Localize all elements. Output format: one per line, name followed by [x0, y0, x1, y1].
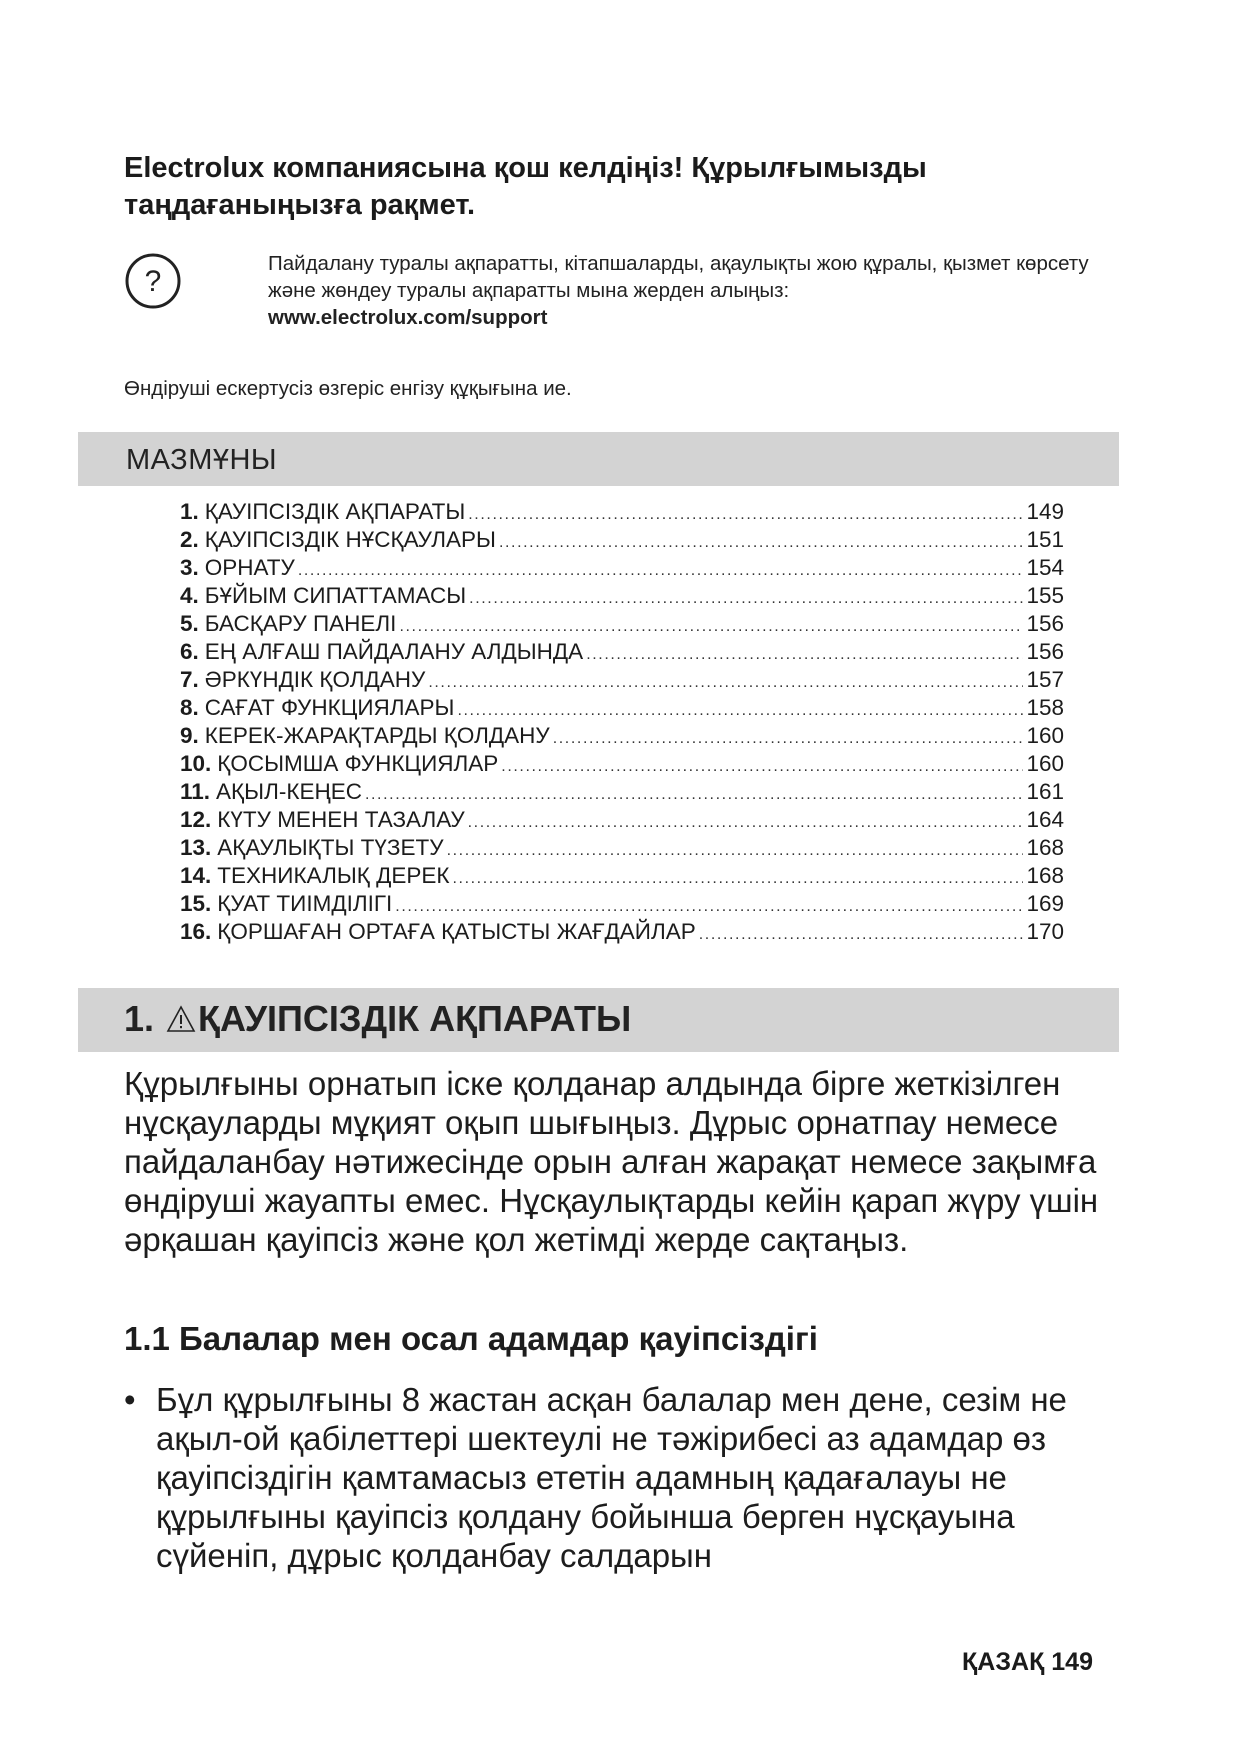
toc-item-number: 7. — [180, 667, 199, 692]
toc-title: МАЗМҰНЫ — [126, 444, 278, 476]
toc-item-number: 11. — [180, 779, 211, 804]
toc-item-page: 155 — [1026, 583, 1064, 608]
toc-item-page: 149 — [1026, 499, 1064, 524]
section-title — [124, 998, 631, 1040]
toc-item[interactable] — [180, 722, 1064, 750]
support-info — [268, 250, 1128, 331]
warning-triangle-icon — [166, 1004, 196, 1034]
toc-item-label: ТЕХНИКАЛЫҚ ДЕРЕК — [217, 863, 450, 888]
toc-item[interactable] — [180, 554, 1064, 582]
svg-text:?: ? — [144, 265, 162, 298]
toc-item[interactable] — [180, 498, 1064, 526]
toc-item[interactable] — [180, 610, 1064, 638]
section-title-text: ҚАУІПСІЗДІК АҚПАРАТЫ — [198, 998, 632, 1039]
toc-item-page: 157 — [1026, 667, 1064, 692]
welcome-heading: Electrolux компаниясына қош келдіңіз! Құрылғымызды таңдағаныңызға рақмет. — [124, 152, 927, 221]
toc-item-label: КЕРЕК-ЖАРАҚТАРДЫ ҚОЛДАНУ — [204, 723, 550, 748]
toc-leader-dots — [395, 893, 1023, 921]
toc-item-page: 151 — [1026, 527, 1064, 552]
toc-item[interactable] — [180, 694, 1064, 722]
toc-item-page: 161 — [1026, 779, 1064, 804]
intro-paragraph: Құрылғыны орнатып іске қолданар алдында бірге жеткізілген нұсқауларды мұқият оқып шығыңыз. Дұрыс орнатпау немесе пайдаланбау нәтижесінде орын алған жарақат немесе зақымға өндіруші жауапты емес. Нұсқаулықтарды кейін қарап жүру үшін әрқашан қауіпсіз және қол жетімді жерде сақтаңыз. — [124, 1065, 1099, 1258]
toc-item-label: ҚОРШАҒАН ОРТАҒА ҚАТЫСТЫ ЖАҒДАЙЛАР — [217, 919, 696, 944]
toc-item-label: САҒАТ ФУНКЦИЯЛАРЫ — [204, 695, 455, 720]
toc-item-label: БҰЙЫМ СИПАТТАМАСЫ — [204, 583, 467, 608]
toc-item[interactable] — [180, 918, 1064, 946]
toc-list — [180, 498, 1064, 946]
support-text: Пайдалану туралы ақпаратты, кітапшаларды, ақаулықты жою құралы, қызмет көрсету және жөндеу туралы ақпаратты мына жерден алыңыз: — [268, 252, 1089, 302]
toc-leader-dots — [586, 641, 1023, 669]
toc-item-page: 169 — [1026, 891, 1064, 916]
toc-header — [78, 432, 1119, 486]
bullet-mark: • — [124, 1381, 136, 1418]
toc-item[interactable] — [180, 666, 1064, 694]
toc-item-label: АҚЫЛ-КЕҢЕС — [216, 779, 362, 804]
question-circle-icon — [124, 252, 182, 310]
toc-leader-dots — [699, 921, 1023, 949]
toc-leader-dots — [501, 753, 1023, 781]
toc-item-number: 1. — [180, 499, 199, 524]
toc-item-page: 156 — [1026, 639, 1064, 664]
toc-item-number: 6. — [180, 639, 199, 664]
toc-item[interactable] — [180, 890, 1064, 918]
toc-leader-dots — [553, 725, 1023, 753]
toc-item-label: ҚУАТ ТИІМДІЛІГІ — [217, 891, 393, 916]
toc-item-label: КҮТУ МЕНЕН ТАЗАЛАУ — [217, 807, 465, 832]
toc-item-number: 5. — [180, 611, 199, 636]
toc-item-label: ОРНАТУ — [204, 555, 295, 580]
toc-item-number: 4. — [180, 583, 199, 608]
toc-item-number: 12. — [180, 807, 212, 832]
toc-item-number: 3. — [180, 555, 199, 580]
toc-item[interactable] — [180, 778, 1064, 806]
toc-item-page: 168 — [1026, 863, 1064, 888]
disclaimer: Өндіруші ескертусіз өзгеріс енгізу құқығына ие. — [124, 377, 572, 400]
toc-item-number: 2. — [180, 527, 199, 552]
toc-item-number: 10. — [180, 751, 212, 776]
footer-page-label: ҚАЗАҚ 149 — [962, 1648, 1093, 1676]
toc-item[interactable] — [180, 638, 1064, 666]
toc-leader-dots — [468, 501, 1023, 529]
toc-item-page: 164 — [1026, 807, 1064, 832]
toc-leader-dots — [298, 557, 1023, 585]
toc-item[interactable] — [180, 834, 1064, 862]
toc-item-page: 168 — [1026, 835, 1064, 860]
toc-item-number: 14. — [180, 863, 212, 888]
toc-leader-dots — [452, 865, 1023, 893]
toc-item-page: 160 — [1026, 751, 1064, 776]
toc-item-label: ЕҢ АЛҒАШ ПАЙДАЛАНУ АЛДЫНДА — [204, 639, 584, 664]
toc-item-label: ҚОСЫМША ФУНКЦИЯЛАР — [217, 751, 499, 776]
toc-item[interactable] — [180, 750, 1064, 778]
toc-leader-dots — [428, 669, 1023, 697]
toc-item[interactable] — [180, 862, 1064, 890]
toc-item-number: 9. — [180, 723, 199, 748]
toc-item-label: ҚАУІПСІЗДІК НҰСҚАУЛАРЫ — [204, 527, 496, 552]
toc-item[interactable] — [180, 526, 1064, 554]
section-header — [78, 988, 1119, 1052]
support-link[interactable]: www.electrolux.com/support — [268, 306, 548, 329]
toc-item-page: 170 — [1026, 919, 1064, 944]
toc-item-page: 154 — [1026, 555, 1064, 580]
toc-item-number: 13. — [180, 835, 212, 860]
section-number: 1. — [124, 998, 155, 1039]
toc-item-page: 160 — [1026, 723, 1064, 748]
toc-leader-dots — [365, 781, 1023, 809]
toc-leader-dots — [457, 697, 1023, 725]
bullet-item — [124, 1380, 1114, 1575]
toc-item-label: ҚАУІПСІЗДІК АҚПАРАТЫ — [204, 499, 466, 524]
toc-leader-dots — [469, 585, 1023, 613]
toc-leader-dots — [499, 529, 1023, 557]
toc-item-number: 16. — [180, 919, 212, 944]
toc-item-label: ӘРКҮНДІК ҚОЛДАНУ — [204, 667, 426, 692]
toc-item-label: БАСҚАРУ ПАНЕЛІ — [204, 611, 397, 636]
toc-item-label: АҚАУЛЫҚТЫ ТҮЗЕТУ — [217, 835, 444, 860]
toc-item[interactable] — [180, 806, 1064, 834]
bullet-text: Бұл құрылғыны 8 жастан асқан балалар мен дене, сезім не ақыл-ой қабілеттері шектеулі не тәжірибесі аз адамдар өз қауіпсіздігін қамтамасыз ететін адамның қадағалауы не құрылғыны қауіпсіз қолдану бойынша берген нұсқауына сүйеніп, дұрыс қолданбау салдарын — [156, 1381, 1067, 1574]
toc-leader-dots — [468, 809, 1023, 837]
toc-item-number: 15. — [180, 891, 212, 916]
toc-item-number: 8. — [180, 695, 199, 720]
toc-item[interactable] — [180, 582, 1064, 610]
toc-item-page: 156 — [1026, 611, 1064, 636]
subsection-title: 1.1 Балалар мен осал адамдар қауіпсіздігі — [124, 1320, 818, 1357]
toc-item-page: 158 — [1026, 695, 1064, 720]
toc-leader-dots — [399, 613, 1023, 641]
toc-leader-dots — [447, 837, 1023, 865]
